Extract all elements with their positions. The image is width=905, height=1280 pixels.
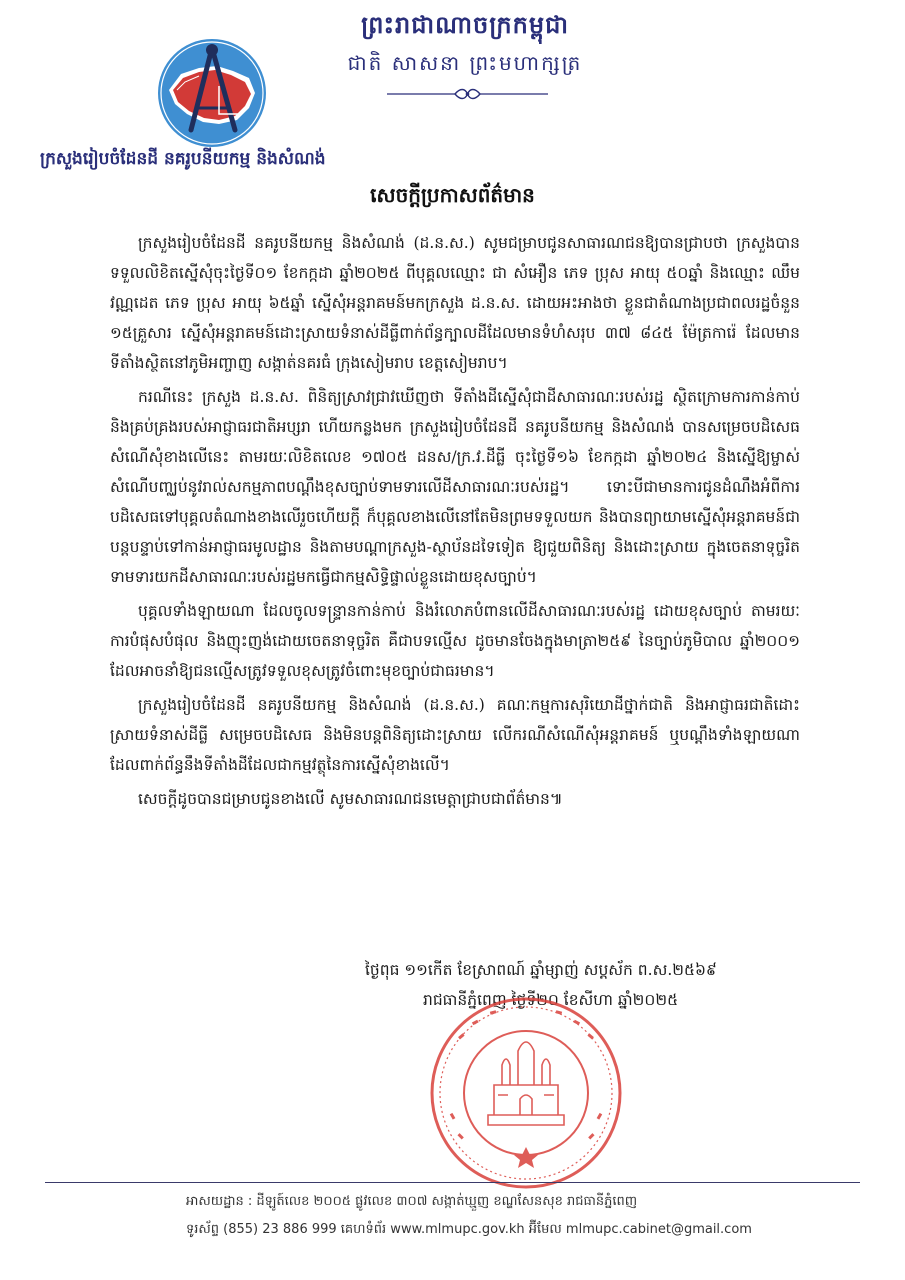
paragraph-4: ក្រសួងរៀបចំដែនដី នគរូបនីយកម្ម និងសំណង់ (ដ.ន.ស.) គណៈកម្មការសុរិយោដីថ្នាក់ជាតិ និងអាជ្ញាធរជាតិដោះស្រាយទំនាស់ដីធ្លី សម្រេចបដិសេធ និងមិនបន្តពិនិត្យដោះស្រាយ លើករណីសំណើសុំអន្តរាគមន៍ ឬបណ្តឹងទាំងឡាយណា ដែលពាក់ព័ន្ធនឹងទីតាំងដីដែលជាកម្មវត្ថុនៃការស្នើសុំខាងលើ។: [110, 696, 800, 774]
official-ministry-seal-stamp: [428, 995, 624, 1191]
closing-paragraph: សេចក្តីដូចបានជម្រាបជូនខាងលើ សូមសាធារណជនមេត្តាជ្រាបជាព័ត៌មាន៕: [138, 790, 563, 808]
document-title: សេចក្តីប្រកាសព័ត៌មាន: [370, 183, 535, 207]
paragraph-2: ករណីនេះ ក្រសួង ដ.ន.ស. ពិនិត្យស្រាវជ្រាវឃើញថា ទីតាំងដីស្នើសុំជាដីសាធារណៈរបស់រដ្ឋ ស្ថិតក្រោមការកាន់កាប់និងគ្រប់គ្រងរបស់អាជ្ញាធរជាតិអប្សរា ហើយកន្លងមក ក្រសួងរៀបចំដែនដី នគរូបនីយកម្ម និងសំណង់ បានសម្រេចបដិសេធសំណើសុំខាងលើនេះ តាមរយៈលិខិតលេខ ១៧០៥ ដនស/ក្រ.វ.ដីធ្លី ចុះថ្ងៃទី១៦ ខែកក្កដា ឆ្នាំ២០២៤ និងស្នើឱ្យម្ចាស់សំណើបញ្ឈប់នូវរាល់សកម្មភាពបណ្តឹងខុសច្បាប់ទាមទារលើដីសាធារណៈរបស់រដ្ឋ។ ទោះបីជាមានការជូនដំណឹងអំពីការបដិសេធទៅបុគ្គលតំណាងខាងលើរួចហើយក្តី ក៏បុគ្គលខាងលើនៅតែមិនព្រមទទួលយក និងបានព្យាយាមស្នើសុំអន្តរាគមន៍ជាបន្តបន្ទាប់ទៅកាន់អាជ្ញាធរមូលដ្ឋាន និងតាមបណ្តាក្រសួង-ស្ថាប័នដទៃទៀត ឱ្យជួយពិនិត្យ និងដោះស្រាយ ក្នុងចេតនាទុច្ចរិតទាមទារយកដីសាធារណៈរបស់រដ្ឋមកធ្វើជាកម្មសិទ្ធិផ្ទាល់ខ្លួនដោយខុសច្បាប់។: [110, 388, 800, 586]
kingdom-heading: [300, 8, 630, 80]
footer-address: អាសយដ្ឋាន : ដីឡូត៍លេខ ២០០៥ ផ្លូវលេខ ៣០៧ សង្កាត់ឃ្មួញ ខណ្ឌសែនសុខ រាជធានីភ្នំពេញ: [186, 1194, 638, 1209]
footer-contact: ទូរស័ព្ទ (855) 23 886 999 គេហទំព័រ www.mlmupc.gov.kh អ៊ីមែល mlmupc.cabinet@gmail.com: [186, 1222, 752, 1237]
ministry-name: ក្រសួងរៀបចំដែនដី នគរូបនីយកម្ម និងសំណង់: [40, 149, 326, 169]
footer-divider: [45, 1182, 860, 1183]
kingdom-name: ព្រះរាជាណាចក្រកម្ពុជា: [361, 11, 569, 39]
lunar-date: ថ្ងៃពុធ ១១កើត ខែស្រាពណ៍ ឆ្នាំម្សាញ់ សប្តស័ក ព.ស.២៥៦៩: [365, 961, 717, 979]
paragraph-3: បុគ្គលទាំងឡាយណា ដែលចូលទន្ទ្រានកាន់កាប់ និងរំលោភបំពានលើដីសាធារណៈរបស់រដ្ឋ ដោយខុសច្បាប់ តាមរយៈការបំផុសបំផុល និងញុះញង់ដោយចេតនាទុច្ចរិត គឺជាបទល្មើស ដូចមានចែងក្នុងមាត្រា២៥៩ នៃច្បាប់ភូមិបាល ឆ្នាំ២០០១ ដែលអាចនាំឱ្យជនល្មើសត្រូវទទួលខុសត្រូវចំពោះមុខច្បាប់ជាធរមាន។: [110, 602, 800, 680]
decorative-divider-icon: [385, 86, 550, 102]
national-motto: ជាតិ សាសនា ព្រះមហាក្សត្រ: [347, 51, 583, 75]
solar-date: រាជធានីភ្នំពេញ ថ្ងៃទី២០ ខែសីហា ឆ្នាំ២០២៥: [423, 991, 679, 1009]
paragraph-1: ក្រសួងរៀបចំដែនដី នគរូបនីយកម្ម និងសំណង់ (ដ.ន.ស.) សូមជម្រាបជូនសាធារណជនឱ្យបានជ្រាបថា ក្រសួងបានទទួលលិខិតស្នើសុំចុះថ្ងៃទី០១ ខែកក្កដា ឆ្នាំ២០២៥ ពីបុគ្គលឈ្មោះ ជា សំអឿន ភេទ ប្រុស អាយុ ៥០ឆ្នាំ និងឈ្មោះ ឈឹម វណ្ណដេត ភេទ ប្រុស អាយុ ៦៥ឆ្នាំ ស្នើសុំអន្តរាគមន៍មកក្រសួង ដ.ន.ស. ដោយអះអាងថា ខ្លួនជាតំណាងប្រជាពលរដ្ឋចំនួន ១៥គ្រួសារ ស្នើសុំអន្តរាគមន៍ដោះស្រាយទំនាស់ដីធ្លីពាក់ព័ន្ធក្បាលដីដែលមានទំហំសរុប ៣៧ ៨៤៥ ម៉ែត្រការ៉េ ដែលមានទីតាំងស្ថិតនៅភូមិអញ្ចាញ សង្កាត់នគរធំ ក្រុងសៀមរាប ខេត្តសៀមរាប។: [110, 234, 800, 372]
document-body: [110, 228, 800, 818]
compass-over-cambodia-map-logo: [157, 38, 267, 148]
footer: [186, 1188, 826, 1244]
